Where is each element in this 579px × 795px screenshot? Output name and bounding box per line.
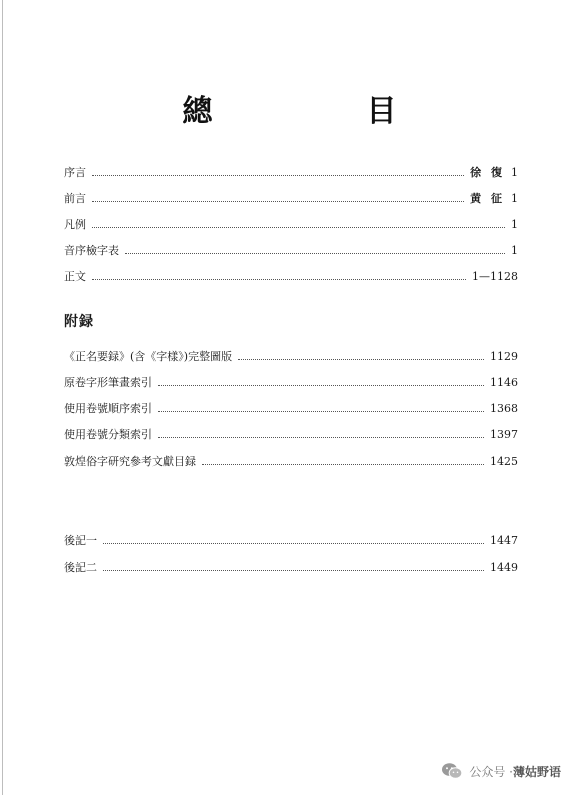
- watermark-prefix: 公众号 ·: [469, 764, 513, 779]
- toc-author: 黄 征: [470, 192, 505, 205]
- toc-author: 徐 復: [470, 166, 505, 179]
- toc-label: 正文: [64, 270, 86, 283]
- toc-label: 後記二: [64, 561, 97, 574]
- dot-leader: [103, 535, 484, 544]
- toc-label: 凡例: [64, 218, 86, 231]
- postscript-entry[interactable]: [64, 561, 518, 575]
- dot-leader: [158, 377, 484, 386]
- toc-label: 使用卷號分類索引: [64, 428, 152, 441]
- watermark-account-name: 薄姑野语: [512, 764, 561, 779]
- toc-label: 序言: [64, 166, 86, 179]
- toc-page-number: 1129: [490, 350, 518, 363]
- toc-page-number: 1397: [490, 428, 518, 441]
- toc-page-number: 1368: [490, 402, 518, 415]
- dot-leader: [92, 271, 466, 280]
- toc-label: 敦煌俗字研究參考文獻目録: [64, 455, 196, 468]
- dot-leader: [125, 245, 505, 254]
- appendix-entry[interactable]: [64, 350, 518, 364]
- toc-page-number: 1146: [490, 376, 518, 389]
- toc-page-number: 1: [511, 166, 518, 179]
- page-title: 總 目: [182, 94, 459, 129]
- toc-entry-main-text[interactable]: [64, 270, 518, 284]
- toc-entry-foreword[interactable]: [64, 192, 518, 206]
- toc-page-number: 1: [511, 244, 518, 257]
- dot-leader: [238, 351, 484, 360]
- appendix-entry[interactable]: [64, 402, 518, 416]
- wechat-icon: [441, 762, 463, 780]
- dot-leader: [158, 403, 484, 412]
- postscript-entry[interactable]: [64, 534, 518, 548]
- toc-entry-guide[interactable]: [64, 218, 518, 232]
- toc-page-number: 1447: [490, 534, 518, 547]
- toc-label: 音序檢字表: [64, 244, 119, 257]
- dot-leader: [92, 219, 505, 228]
- toc-label: 《正名要録》(含《字樣》)完整圖版: [64, 350, 233, 363]
- toc-page-number: 1: [511, 192, 518, 205]
- appendix-entry[interactable]: [64, 455, 518, 469]
- toc-label: 前言: [64, 192, 86, 205]
- toc-label: 後記一: [64, 534, 97, 547]
- dot-leader: [92, 167, 464, 176]
- appendix-entry[interactable]: [64, 376, 518, 390]
- toc-entry-index[interactable]: [64, 244, 518, 258]
- dot-leader: [158, 429, 484, 438]
- toc-page-number: 1—1128: [472, 270, 518, 283]
- toc-entry-preface[interactable]: [64, 166, 518, 180]
- appendix-heading: 附録: [64, 314, 94, 330]
- dot-leader: [202, 456, 484, 465]
- toc-label: 原卷字形筆畫索引: [64, 376, 152, 389]
- toc-page-number: 1449: [490, 561, 518, 574]
- appendix-entry[interactable]: [64, 428, 518, 442]
- watermark: [441, 762, 561, 780]
- toc-page-number: 1425: [490, 455, 518, 468]
- toc-page-number: 1: [511, 218, 518, 231]
- dot-leader: [103, 562, 484, 571]
- dot-leader: [92, 193, 464, 202]
- toc-label: 使用卷號順序索引: [64, 402, 152, 415]
